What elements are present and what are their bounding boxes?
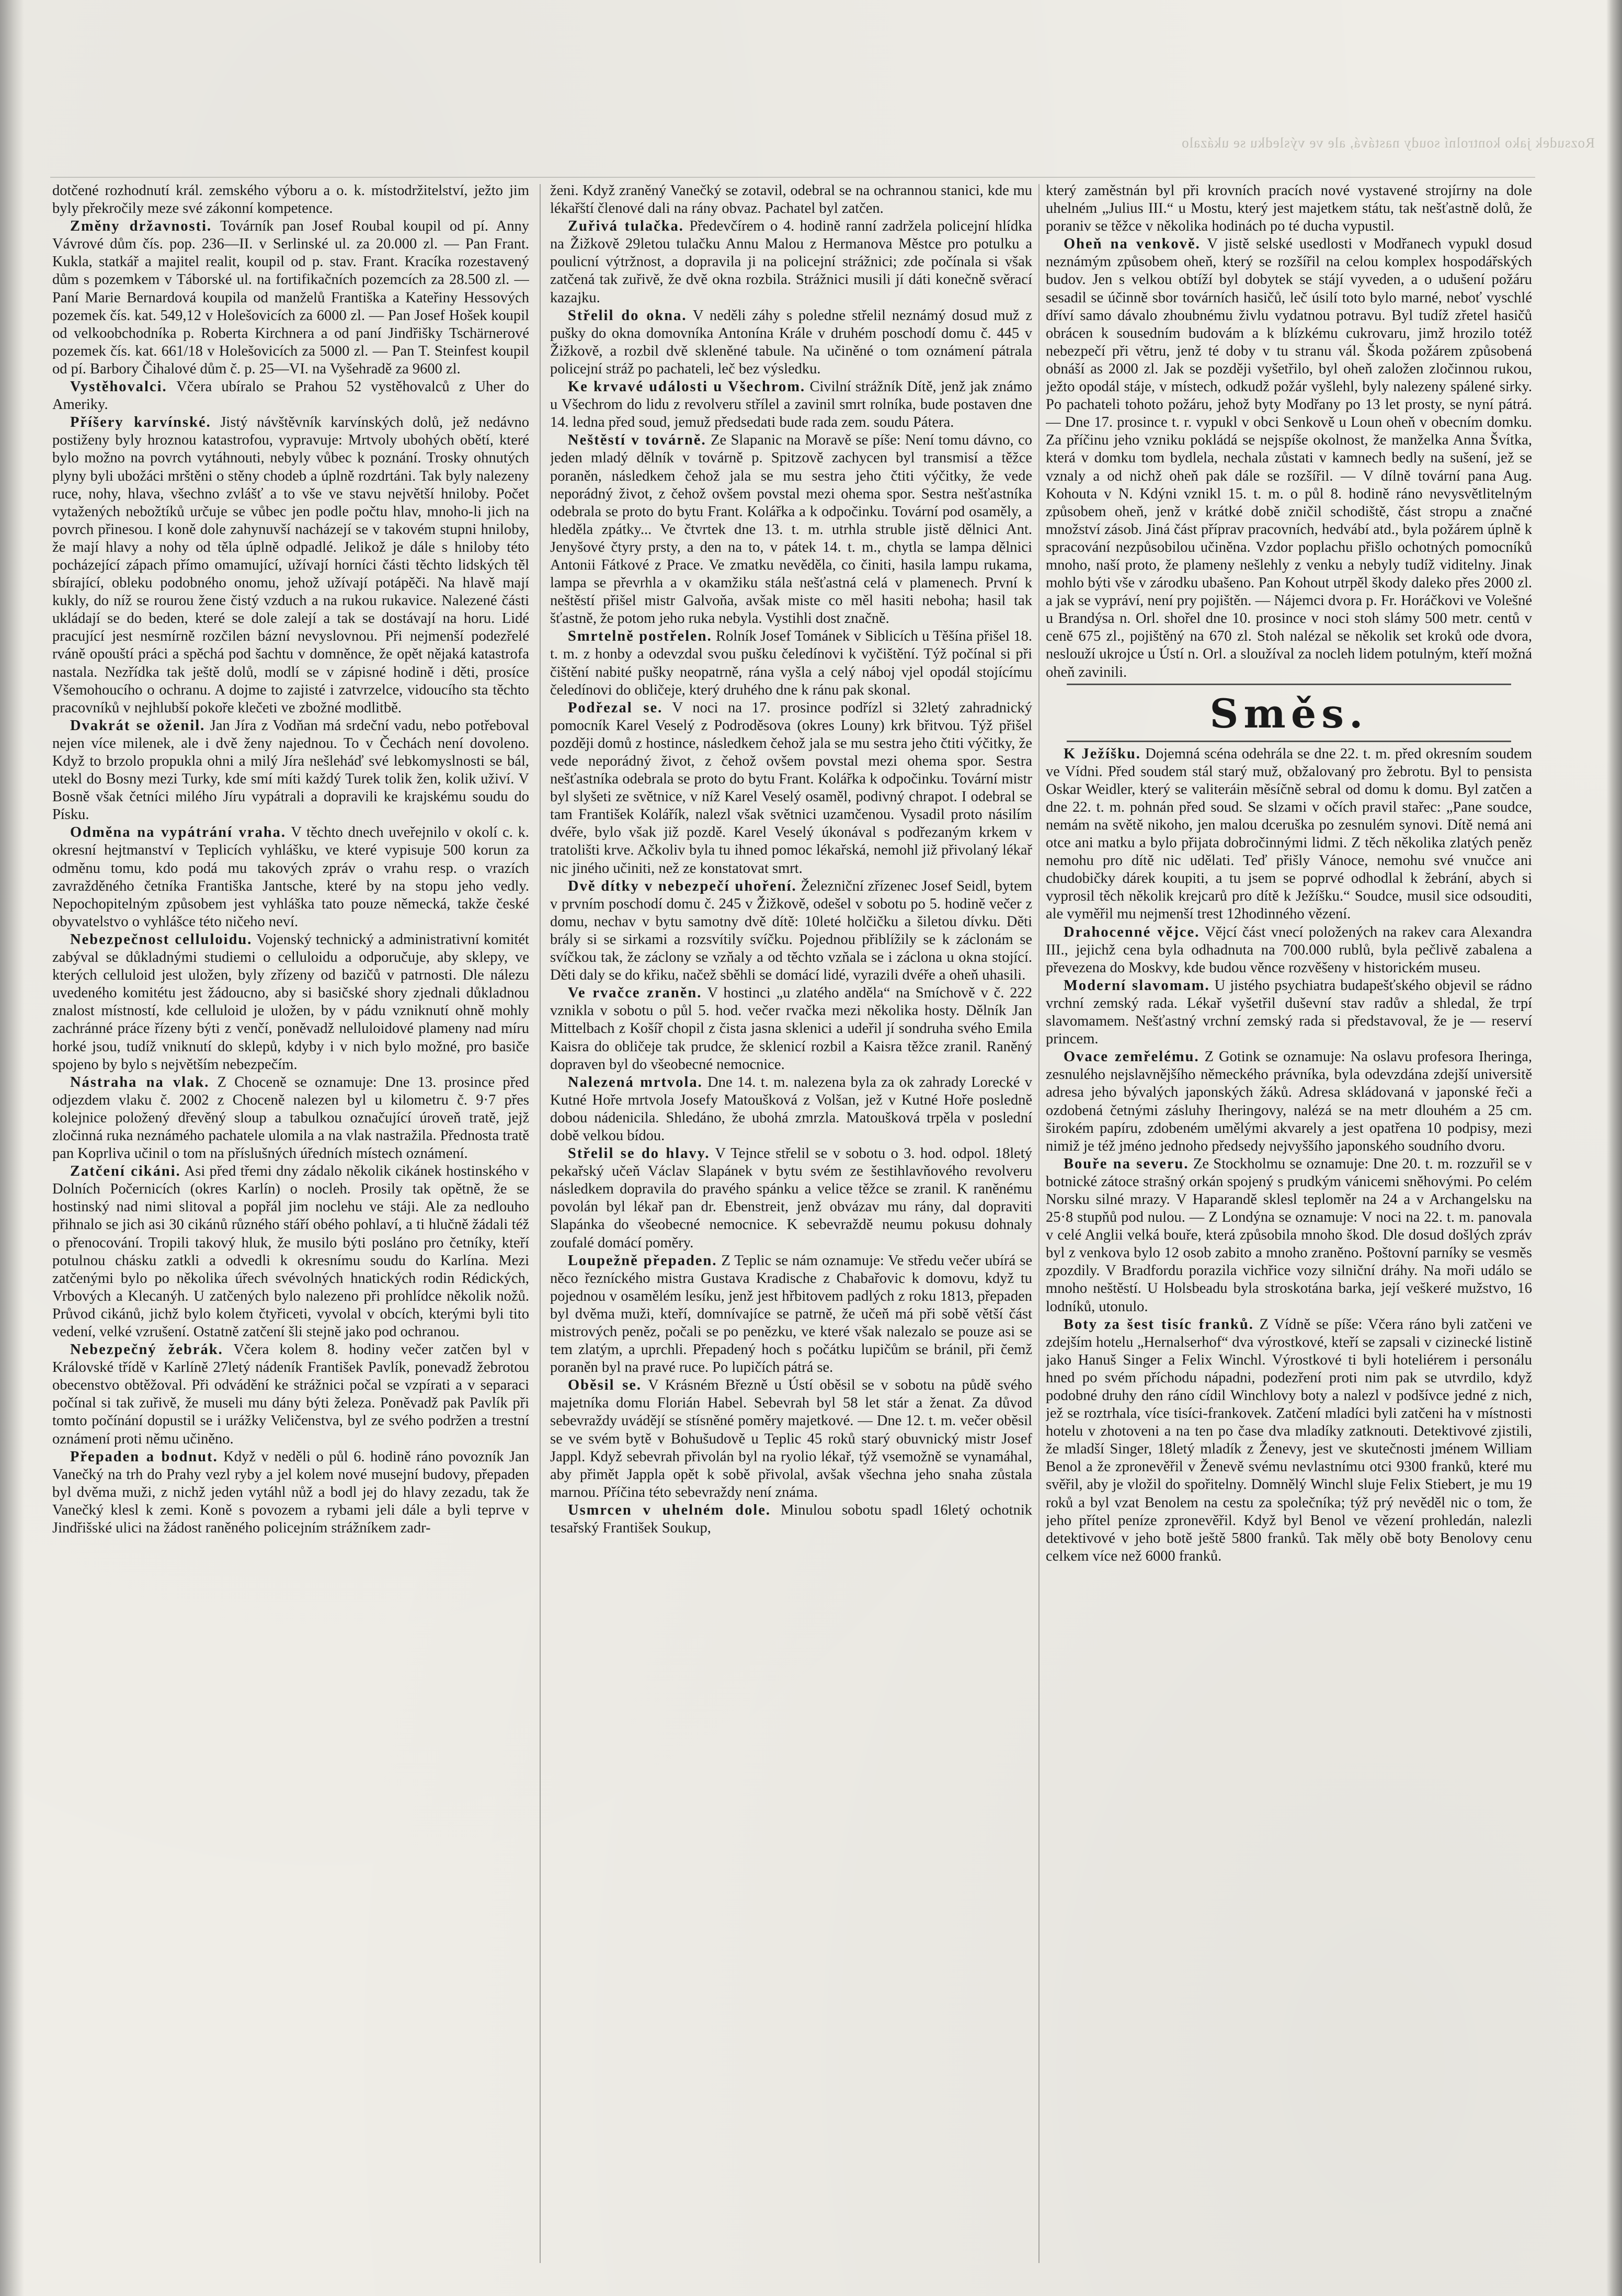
article-body: Rolník Josef Tománek v Siblicích u Těšína přišel 18. t. m. z honby a odevzdal svou pušku čeledínovi k vyčištění. Týž počínal si při čištění nabité pušky neopatrně, rána vyšla a celý náboj vjel opodál stojícímu čeledínovi do obličeje, který druhého dne k ránu pak skonal. — [550, 628, 1032, 698]
article-headline: Vystěhovalci. — [70, 379, 167, 395]
article-headline: Střelil se do hlavy. — [568, 1145, 710, 1162]
article — [52, 414, 529, 717]
article-headline: Nástraha na vlak. — [70, 1074, 210, 1090]
article — [550, 1074, 1032, 1145]
article — [52, 218, 529, 378]
article-headline: Zuřivá tulačka. — [568, 218, 684, 235]
article-headline: Nebezpečný žebrák. — [70, 1342, 223, 1358]
article — [550, 431, 1032, 628]
article-body: Vojenský technický a administrativní komitét zabýval se důkladnými studiemi o celluloidu a odporučuje, aby sklepy, ve kterých celluloid jest uložen, byly zřízeny od bazičů v patrnosti. Dle nálezu uvedeného komitétu jest žádoucno, aby si basičské shory zjednali důkladnou znalost místností, kde celluloid je uložen, by v pádu vzniknutí ohně mohly zachránné práce řízeny býti z venčí, poněvadž nelluloidové plameny nad míru horké jsou, tudíž vniknutí do sklepů, kdyby i v nich bylo možné, pro basiče spojeno by bylo s největším nebezpečím. — [52, 931, 529, 1073]
article — [52, 1163, 529, 1341]
article-headline: Dvě dítky v nebezpečí uhoření. — [568, 878, 797, 894]
article-headline: Moderní slavomam. — [1064, 977, 1210, 994]
article-body: V neděli záhy s poledne střelil neznámý dosud muž z pušky do okna domovníka Antonína Krále v druhém poschodí domu č. 445 v Žižkově, a rozbil dvě skleněné tabule. Na učiněné o tom oznámení pátrala policejní stráž po pachateli, leč bez výsledku. — [550, 307, 1032, 377]
article — [550, 307, 1032, 378]
header-bleed-through: Rozsudek jako kontrolní soudy nastává, ale ve výsledku se ukázalo — [1181, 135, 1595, 151]
article-headline: Nebezpečnost celluloidu. — [70, 931, 253, 948]
article — [1046, 977, 1532, 1048]
article-body: V jistě selské usedlosti v Modřanech vypukl dosud neznámým způsobem oheň, který se rozšířil na celou komplex hospodářských budov. Jen s velkou obtíží byl dobytek se stájí vyveden, a o udušení požáru sesadil se účinně sbor továrních hasičů, leč úsilí toto bylo marné, neboť vyschlé dříví samo dávalo zhoubnému živlu vydatnou potravu. Byl tudíž zřetel hasičů obrácen k sousedním budovám a k blízkému cukrovaru, jimž hrozilo totéž nebezpečí při větru, jenž té doby v tu stranu vál. Škoda požárem způsobená obnáší as 2000 zl. Jak se později vyšetřilo, byl oheň založen zločinnou rukou, ježto opodál stáje, v místech, odkudž požár vyšlehl, byly nalezeny spálené sirky. Po pachateli tohoto požáru, jehož byty Modřany po 13 let prosty, se nyní pátrá. — Dne 17. prosince t. r. vypukl v obci Senkově u Loun oheň v obecním domku. Za příčinu jeho vzniku pokládá se nejspíše okolnost, že manželka Anna Švítka, která v domku tom bydlela, nechala zůstati v kamnech bedly na sušení, jež se vznaly a od nichž oheň pak dále se rozšířil. — V dílně tovární pana Aug. Kohouta v N. Kdýni vznikl 15. t. m. o půl 8. hodině ráno nevysvětlitelným způsobem oheň, jenž v krátké době zničil schodiště, část stropu a značné množství zásob. Jiná část příprav pracovních, hedvábí atd., byla požárem úplně k spracování nezpůsobilou učiněna. Vzdor poplachu přišlo ochotných pomocníků mnoho, naší proto, že plameny nešlehly z venku a nebyly tudíž viditelny. Jinak mohlo býti vše v zárodku ubašeno. Pan Kohout utrpěl škody daleko přes 2000 zl. a jak se vypráví, není pry pojištěn. — Nájemci dvora p. Fr. Horáčkovi ve Volešné u Brandýsa n. Orl. shořel dne 10. prosince v noci stoh slámy 500 metr. centů v ceně 675 zl., pojištěný na 670 zl. Stoh nalézal se několik set kroků ode dvora, neslouží ukrojce u Ústí n. Orl. a sloužíval za nocleh lidem potulným, kteří možná oheň zavinili. — [1046, 236, 1532, 680]
article-headline: Střelil do okna. — [568, 307, 687, 324]
article-headline: Nalezená mrtvola. — [568, 1074, 703, 1090]
top-rule — [50, 177, 1535, 178]
article-body: Ze Slapanic na Moravě se píše: Není tomu dávno, co jeden mladý dělník v továrně p. Spitzově zachycen byl transmisí a těžce poraněn, následkem čehož jala se mu sestra jeho čtiti výčitky, že vede neporádný život, z čehož ovšem povstal mezi ohema spor. Sestra nešťastníka odebrala se proto do bytu Frant. Kolářka a k odpočinku. Tovární pod osaměly, a hleděla zpátky... Ve čtvrtek dne 13. t. m. utrhla struble jistě dělnici Ant. Jenyšové čtyry prsty, a den na to, v pátek 14. t. m., chytla se lampa dělnici Antonii Fátkové z Prace. Ve zmatku nevěděla, co činiti, hasila lampu rukama, lampa se převrhla a v okamžiku stála nešťastná celá v plamenech. První k neštěstí přišel mistr Galvoňa, avšak miste co měl hasiti neboha; hasil tak šťastně, že potom jeho ruka nebyla. Vystihli dost značně. — [550, 432, 1032, 627]
article — [1046, 1048, 1532, 1155]
article-headline: Příšery karvínské. — [70, 414, 211, 431]
article-headline: K Ježíšku. — [1064, 745, 1141, 762]
article — [1046, 1316, 1532, 1565]
column-3 — [1046, 182, 1532, 2264]
article-headline: Zatčení cikáni. — [70, 1163, 181, 1180]
article — [52, 1074, 529, 1163]
article-body: Včera ubíralo se Prahou 52 vystěhovalců z Uher do Ameriky. — [52, 379, 529, 413]
page-right-edge-shadow — [1606, 0, 1622, 2296]
article-headline: Ovace zemřelému. — [1064, 1049, 1200, 1065]
article-body: V hostinci „u zlatého anděla“ na Smíchově v č. 222 vznikla v sobotu o půl 5. hod. večer rvačka mezi několika hosty. Dělník Jan Mittelbach z Košíř chopil z čista jasna sklenici a udeřil jí sondruha svého Emila Kaisra do obličeje tak prudce, že sklenicí rozbil a Kaisra těžce zranil. Raněný dopraven byl do všeobecné nemocnice. — [550, 985, 1032, 1073]
article-body: ženi. Když zraněný Vanečký se zotavil, odebral se na ochrannou stanici, kde mu lékařští členové dali na rány obvaz. Pachatel byl zatčen. — [550, 183, 1032, 217]
article-body: U jistého psychiatra budapešťského objevil se rádno vrchní zemský rada. Lékař vyšetřil duševní stav radův a shledal, že trpí slavomamem. Nešťastný vrchní zemský rada si představoval, že je — reserví princem. — [1046, 977, 1532, 1048]
article-body: Dne 14. t. m. nalezena byla za ok zahrady Lorecké v Kutné Hoře mrtvola Josefy Matoušková z Volšan, jež v Kutné Hoře posledně dobou nádenicila. Shledáno, že ubohá zmrzla. Matoušková trpěla v poslední době velkou bídou. — [550, 1074, 1032, 1144]
article — [550, 984, 1032, 1073]
article-body: V noci na 17. prosince podřízl si 32letý zahradnický pomocník Karel Veselý z Podroděsova (okres Louny) krk břitvou. Týž přišel později domů z hostince, následkem čehož jala se mu sestra jeho čtiti výčitky, že vede neporádný život, z čehož ovšem povstal mezi ohema spor. Sestra nešťastníka odebrala se proto do bytu Frant. Kolářka k odpočinku. Tovární mistr byl slyšeti ze světnice, v níž Karel Veselý osaměl, podivný chrapot. I odebral se tam František Kolářík, nalezl však světnici uzamčenou. Vysadil proto násilím dvéře, bylo však již pozdě. Karel Veselý úkonával s podřezaným krkem v tratolišti krve. Ačkoliv byla tu ihned pomoc lékařská, nemohl již přivolaný lékař nic jiného učiniti, než ze konstatovat smrt. — [550, 699, 1032, 877]
article-body: dotčené rozhodnutí král. zemského výboru a o. k. místodržitelství, ježto jim byly překročily meze své zákonní kompetence. — [52, 183, 529, 217]
column-3-misc-articles — [1046, 745, 1532, 1565]
column-1 — [52, 182, 529, 2264]
article — [52, 824, 529, 931]
article — [1046, 1155, 1532, 1316]
article — [1046, 745, 1532, 924]
article-headline: Přepaden a bodnut. — [70, 1448, 218, 1465]
column-rule — [540, 184, 541, 2263]
article-headline: Loupežně přepaden. — [568, 1252, 717, 1269]
article — [550, 378, 1032, 431]
article-headline: Dvakrát se oženil. — [70, 717, 205, 734]
article-body: Továrník pan Josef Roubal koupil od pí. Anny Vávrové dům čís. pop. 236—II. v Serlinské ul. za 20.000 zl. — Pan Frant. Kukla, statkář a majitel realit, koupil od p. stav. Frant. Kracíka rozestavený dům s pozemkem v Táborské ul. na fortifikačních pozemcích za 28.500 zl. — Paní Marie Bernardová koupila od manželů Františka a Kateřiny Hessových pozemek čís. kat. 549,12 v Holešovicích za 6000 zl. — Pan Josef Hošek koupil od velkoobchodníka p. Roberta Kirchnera a od paní Jindřišky Tschärnerové pozemek čís. kat. 661/18 v Holešovicích za 5000 zl. — Pan T. Steinfest koupil od pí. Barbory Čihalové dům č. p. 25—VI. na Vyšehradě za 9600 zl. — [52, 218, 529, 377]
article-body: který zaměstnán byl při krovních pracích nové vystavené strojírny na dole uhelném „Julius III.“ u Mostu, který jest majetkem státu, tak nešťastně dolů, že poraniv se těžce v několika hodinách po té ducha vypustil. — [1046, 183, 1532, 235]
section-rule — [1067, 684, 1511, 685]
article-headline: Bouře na severu. — [1064, 1155, 1189, 1172]
article — [550, 699, 1032, 878]
article-headline: Smrtelně postřelen. — [568, 628, 712, 645]
article — [550, 1252, 1032, 1377]
article-headline: Drahocenné vějce. — [1064, 924, 1200, 940]
article-headline: Ve rvačce zraněn. — [568, 985, 702, 1002]
article-body: Minulou sobotu spadl 16letý ochotnik tesařský František Soukup, — [550, 1502, 1032, 1537]
article-headline: Oběsil se. — [568, 1377, 642, 1394]
article-body: Civilní strážník Dítě, jenž jak známo u Všechrom do lidu z revolveru střílel a zavinil smrt rolníka, bude postaven dne 14. ledna před soud, jemuž předsedati bude rada zem. soudu Pátera. — [550, 379, 1032, 431]
section-title: Směs. — [1209, 690, 1368, 737]
article-headline: Změny državnosti. — [70, 218, 212, 235]
article-body: Z Choceně se oznamuje: Dne 13. prosince před odjezdem vlaku č. 2002 z Choceně nalezen byl u kilometru č. 9·7 přes kolejnice položený dřevěný sloup a tabulkou označující úroveň tratě, jejž zločinná ruka neznámého pachatele ulomila a na vlak nastražila. Přednosta tratě pan Koprliva učinil o tom na příslušných úředních místech oznámení. — [52, 1074, 529, 1162]
article-headline: Odměna na vypátrání vraha. — [70, 824, 287, 841]
article-body: Dojemná scéna odehrála se dne 22. t. m. před okresním soudem ve Vídni. Před soudem stál starý muž, obžalovaný pro žebrotu. Byl to pensista Oskar Weidler, který se valiteráin měsíčně sebral od domu k domu. Byl zatčen a dne 22. t. m. pohnán před soud. Se slzami v očích pravil stařec: „Pane soudce, nemám na světě nikoho, jen malou dceruška po zesnulém synovi. Dítě nemá ani otce ani matku a bylo přijata dobročinnými lidmi. Z těch několika zlatých peněz nemohu pro dítě nic udělati. Teď přišly Vánoce, nemohu své vnučce ani chudobičky dárek koupiti, a tu jsem se poprvé odhodlal k žebrání, abych si vyprosil těch několik krejcarů pro dítě k Ježíšku.“ Soudce, musil sice odsouditi, ale vyměřil mu nejmenší trest 12hodinného vězení. — [1046, 745, 1532, 923]
article-body: Když v neděli o půl 6. hodině ráno povozník Jan Vanečký na trh do Prahy vezl ryby a jel kolem nové musejní budovy, přepaden byl dvěma muži, z nichž jeden vytáhl nůž a bodl jej do hlavy zezadu, tak že Vanečký klesl k zemi. Koně s povozem a rybami jeli dále a byli teprve v Jindřišské ulici na žádost raněného policejním strážníkem zadr- — [52, 1448, 529, 1537]
article-body: V těchto dnech uveřejnilo v okolí c. k. okresní hejtmanství v Teplicích vyhlášku, ve které vypisuje 500 korun za odměnu tomu, kdo podá mu takových zpráv o vrahu resp. o vrazích zavražděného četníka Františka Jantsche, které by na stopu jeho vedly. Nepochopitelným způsobem jest vyhláška tato pouze německá, takže české obyvatelstvo o vyhlášce této ničeho neví. — [52, 824, 529, 930]
column-2 — [550, 182, 1032, 2264]
article-body: Ze Stockholmu se oznamuje: Dne 20. t. m. rozzuřil se v botnické zátoce strašný orkán spojený s prudkým vánicemi sněhovými. Po celém Norsku silné mrazy. V Haparandě sklesl teploměr na 24 a v Archangelsku na 25·8 stupňů pod nulou. — Z Londýna se oznamuje: V noci na 22. t. m. panovala v celé Anglii velká bouře, která způsobila mnoho škod. Dle dosud došlých zpráv byl z venkova bylo 12 osob zabito a mnoho zraněno. Poštovní parníky se vesměs zpozdily. V Bradfordu porazila vichřice vozy silniční dráhy. Na moři událo se mnoho neštěstí. U Holsbeadu byla stroskotána barka, její veškeré mužstvo, 16 lodníků, utonulo. — [1046, 1155, 1532, 1315]
article-body: Jan Jíra z Vodňan má srdeční vadu, nebo potřeboval nejen více milenek, ale i dvě ženy najednou. To v Čechách není dovoleno. Když to brzolo propukla ohni a milý Jíra nešleháď své lebkomyslnosti se bál, utekl do Bosny mezi Turky, kde smí míti každý Turek tolik žen, kolik uživí. V Bosně však četníci milého Jíru vypátrali a dopravili ke krajskému soudu do Písku. — [52, 717, 529, 823]
article — [52, 378, 529, 414]
article-headline: Podřezal se. — [568, 699, 663, 716]
article — [550, 878, 1032, 985]
column-3-top-articles — [1046, 182, 1532, 681]
page-left-edge-shadow — [0, 0, 24, 2296]
article-body: Včera kolem 8. hodiny večer zatčen byl v Královské třídě v Karlíně 27letý nádeník František Pavlík, ponevadž žebrotou obecenstvo obtěžoval. Při odvádění ke strážnici počal se vzpírati a v separaci počínal si tak zuřivě, že museli mu dány býti železa. Poněvadž pak Pavlík při tomto počínání dopustil se i urážky Veličenstva, byl ze svého podržen a trestní oznámení proti němu učiněno. — [52, 1342, 529, 1447]
article — [1046, 182, 1532, 235]
article-headline: Usmrcen v uhelném dole. — [568, 1502, 771, 1518]
article — [1046, 235, 1532, 681]
article — [52, 1448, 529, 1537]
article-body: Z Teplic se nám oznamuje: Ve středu večer ubírá se něco řezníckého mistra Gustava Kradische z Chabařovic k domovu, když tu pojednou v osamělém lesíku, jenž jest hřbitovem padlých z roku 1813, přepaden byl dvěma muži, kteří, domnívajíce se patrně, že učeň má při sobě větší část mistrových peněz, počali se po penězku, ve které však nalezalo se pouze asi se tem zlatým, a uprchli. Přepadený hoch s počátku lupičům se bránil, při čemž poraněn byl na pravé ruce. Po lupičích pátrá se. — [550, 1252, 1032, 1376]
article-headline: Neštěstí v továrně. — [568, 432, 706, 449]
article — [1046, 924, 1532, 977]
article-headline: Oheň na venkově. — [1064, 236, 1201, 253]
article-body: Jistý návštěvník karvínských dolů, jež nedávno postiženy byly hroznou katastrofou, vypravuje: Mrtvoly ubohých obětí, které bylo možno na povrch vytáhnouti, nebyly vůbec k poznání. Trosky ohnutých plyny byli ubožáci mrštěni o stěny chodeb a úplně rozdrtáni. Tak byly nalezeny ruce, nohy, hlava, všechno zvlášť a to vše ve stavu největší hniloby. Počet vytažených nebožtíků určuje se vůbec jen podle počtu hlav, mnoho-li jich na povrch přinesou. I koně dole zahynuvší nacházejí se v takovém stupni hniloby, že mají hlavy a nohy od těla úplně odpadlé. Jelikož je dále s hniloby této pocházející zápach přímo omamující, užívají horníci části těchto lidských těl sbírající, obleku podobného onomu, jehož užívají potápěči. Na hlavě mají kukly, do níž se rourou žene čistý vzduch a na rukou rukavice. Nalezené části ukládají se do beden, které se dole zalejí a tak se dostávají na horu. Lidé pracující jest nesmírně rozčilen bázní nevyslovnou. Při nejmenší podezřelé rváně opouští práci a spěchá pod šachtu v domněnce, že opět nějaká katastrofa nastala. Nezřídka tak ještě dolů, modlí se v zápisné hodině i děti, prosíce Všemohoucího o ochranu. A dojme to zajisté i zatvrzelce, vidoucího sta těchto pracovníků v nejhlubší pokoře klečeti ve zbožné modlitbě. — [52, 414, 529, 716]
section-rule — [1067, 741, 1511, 742]
article-headline: Boty za šest tisíc franků. — [1064, 1316, 1254, 1333]
article — [550, 218, 1032, 306]
article — [52, 717, 529, 824]
article-body: Železniční zřízenec Josef Seidl, bytem v prvním poschodí domu č. 245 v Žižkově, odešel v sobotu po 5. hodině večer z domu, nechav v bytu samotny dvě dítě: 10leté holčičku a šiletou dívku. Děti brály si se sirkami a rozsvítily svíčku. Pojednou přiblížily se k záclonám se svíčkou tak, že záclony se vzňaly a od těchto vzňala se i záclona u okna stojící. Děti daly se do křiku, načež sběhli se domácí lidé, vyrazili dvéře a oheň uhasili. — [550, 878, 1032, 984]
article-body: Předevčírem o 4. hodině ranní zadržela policejní hlídka na Žižkově 29letou tulačku Annu Malou z Hermanova Městce pro potulku a poulicní výtržnost, a dopravila ji na policejní strážnici; zde počínala si však zatčená tak zuřivě, že dvě okna rozbila. Strážnici musili jí dáti konečně svěrací kazajku. — [550, 218, 1032, 306]
column-rule — [1038, 184, 1040, 2263]
article — [52, 931, 529, 1074]
article-body: V Krásném Březně u Ústí oběsil se v sobotu na půdě svého majetníka domu Florián Habel. Sebevrah byl 58 let stár a ženat. Za důvod sebevraždy uvádějí se stísněné poměry majetkové. — Dne 12. t. m. večer oběsil se ve svém bytě v Bohušudově u Teplic 45 roků starý obuvnický mistr Josef Jappl. Když sebevrah přivolán byl na ryolio lékař, týž vsemožně se vynamáhal, aby přimět Jappla opět k sobě přivolal, avšak všechna jeho snaha zůstala marnou. Příčina této sebevraždy není známa. — [550, 1377, 1032, 1501]
article-body: Asi před třemi dny zádalo několik cikánek hostinského v Dolních Počernicích (okres Karlín) o nocleh. Prosily tak opětně, že se hostinský nad nimi slitoval a popřál jim noclehu ve stáji. Ale za nedlouho přihnalo se jich asi 30 cikánů různého stáří obého pohlaví, a ti hlučně žádali též o přenocování. Tropili takový hluk, že musilo býti posláno pro četníky, kteří potulnou chásku zatkli a odvedli k okresnímu soudu do Karlína. Mezi zatčenými bylo po několika úřech svévolných hnatických rodin Rédických, Vrbových a Klecanýh. U zatčených bylo nalezeno při prohlídce několik nožů. Průvod cikánů, jichž bylo kolem čtyřiceti, vyvolal v obcích, kterými byli tito vedení, velké vzrušení. Ostatně zatčení šli stejně jako pod ochranou. — [52, 1163, 529, 1340]
article — [52, 1341, 529, 1448]
article — [550, 182, 1032, 218]
article — [550, 1145, 1032, 1252]
article-body: V Tejnce střelil se v sobotu o 3. hod. odpol. 18letý pekařský učeň Václav Slapánek v bytu svém ze šestihlavňového revolveru následkem dopravila do pravého spánku a velice těžce se zranil. K raněnému povolán byl lékař pan dr. Ebenstreit, jenž obvázav mu rány, dal dopraviti Slapánka do všeobecné nemocnice. K sebevraždě neumu pokusu dohnaly zoufalé domácí poměry. — [550, 1145, 1032, 1251]
article-headline: Ke krvavé události u Všechrom. — [568, 379, 806, 395]
article-body: Z Vídně se píše: Včera ráno byli zatčeni ve zdejším hotelu „Hernalserhof“ dva výrostkové, kteří se zapsali v cizinecké listině jako Hanuš Singer a Felix Winchl. Výrostkové ti byli hoteliérem i personálu hned po svém příchodu nápadni, podezření proti nim pak se utvrdilo, když podobné druhy den ráno cídil Winchlovy boty a nalezl v podšívce jedné z nich, jež se roztrhala, více tisíci-frankovek. Zatčení mladíci byli zatčeni ha v místnosti hotelu v zhotoveni a na ten po čase dva mladíky zatknouti. Detektivové zjistili, že mladší Singer, 18letý mladík z Ženevy, jest ve skutečnosti jménem William Benol a že zpronevěřil v Ženevě svému nevlastnímu otci 9300 franků, které mu svěřil, aby je vložil do spořitelny. Domnělý Winchl sluje Felix Stiebert, je mu 19 roků a byl vzat Benolem na cestu za společníka; týž prý nevěděl nic o tom, že jeho přítel peníze zpronevěřil. Když byl Benol ve vězení prohledán, nalezli detektivové v jeho botě ještě 5800 franků. Tak měly obě boty Benolovy cenu celkem více než 6000 franků. — [1046, 1316, 1532, 1564]
article — [550, 1377, 1032, 1502]
article — [550, 1502, 1032, 1537]
article-body: Vějcí část vnecí položených na rakev cara Alexandra III., jejichž cena byla odhadnuta na 700.000 rublů, byla pečlivě zabalena a převezena do Moskvy, kde budou věnce rozvěšeny v historickém museu. — [1046, 924, 1532, 976]
article-body: Z Gotink se oznamuje: Na oslavu profesora Iheringa, zesnulého nejslavnějšího německého právníka, byla odevzdána zdejší universitě adresa jeho bývalých japonských žáků. Adresa skládovaná v japonské řeči a ozdobená četnými zásluhy Iheringovy, nalézá se na metr dlouhém a 25 cm. širokém papíru, zdobeném umělými akvarely a jest opatřena 10 podpisy, mezi nimiž je též jméno jednoho předsedy nejvyššího japonského soudního dvoru. — [1046, 1049, 1532, 1154]
article — [52, 182, 529, 218]
article — [550, 628, 1032, 699]
